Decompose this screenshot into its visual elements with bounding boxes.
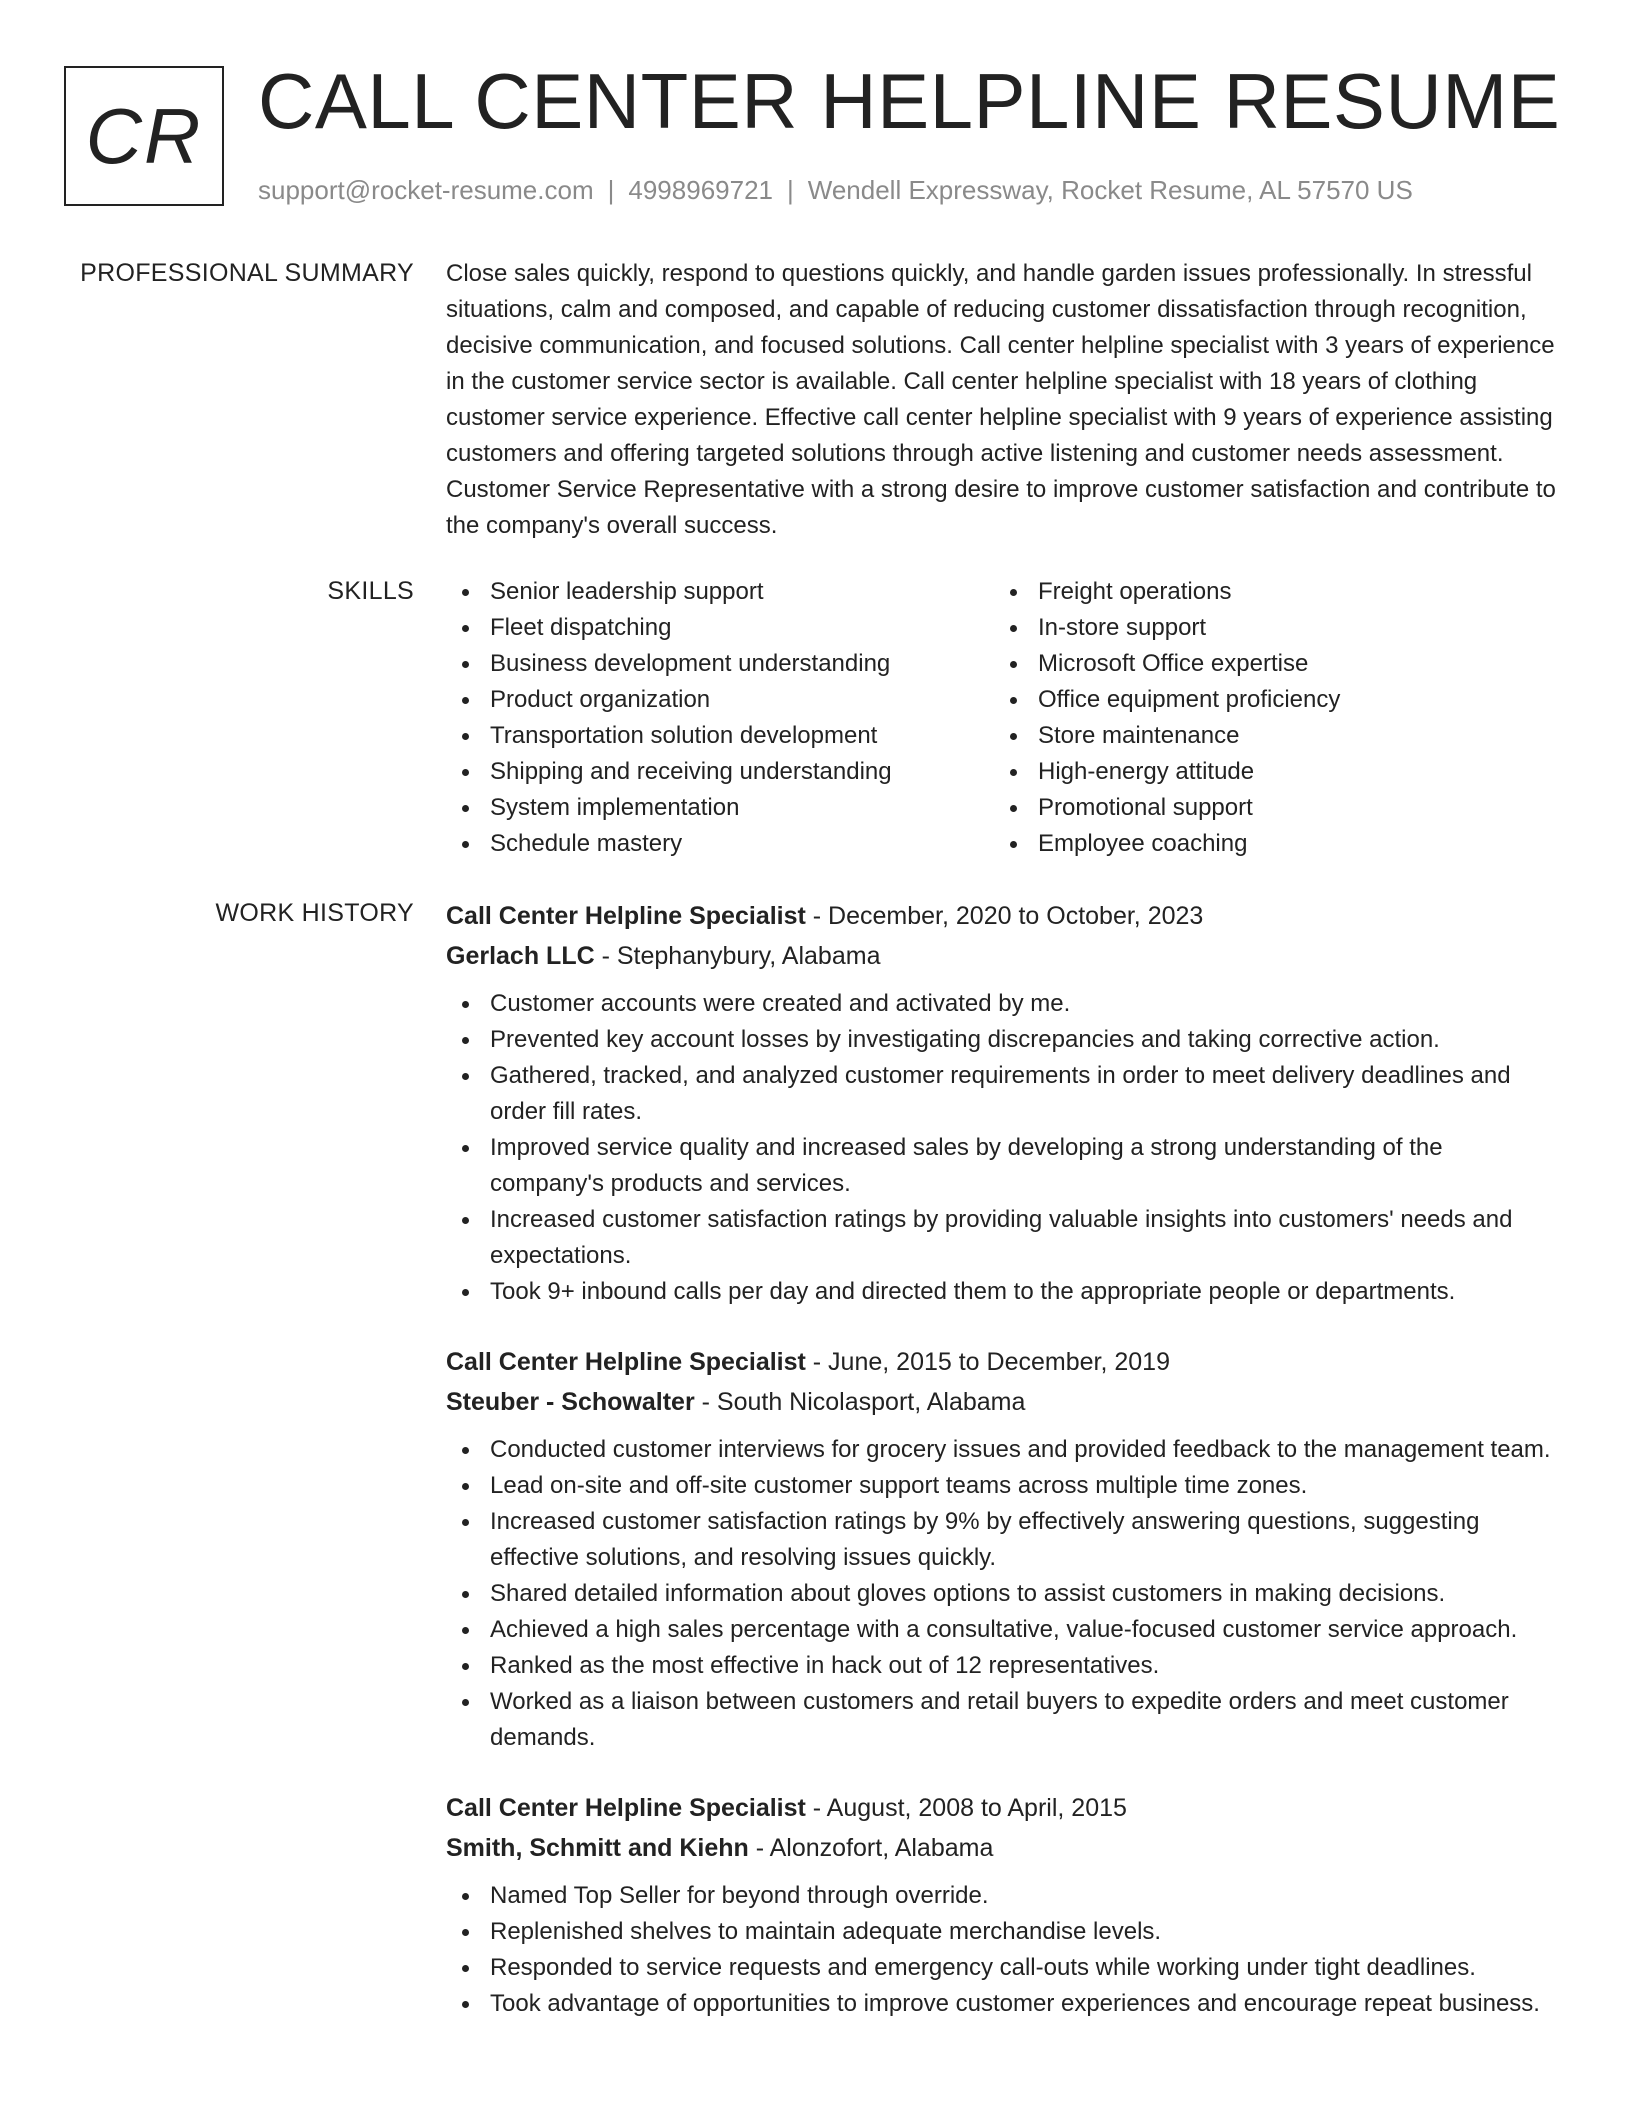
job-bullet: Increased customer satisfaction ratings by providing valuable insights into customers' needs and expectations. xyxy=(446,1202,1558,1274)
job-dates: - August, 2008 to April, 2015 xyxy=(805,1794,1127,1822)
skill-item: High-energy attitude xyxy=(994,754,1542,790)
skills-list-right xyxy=(994,574,1542,862)
section-label-work-history: WORK HISTORY xyxy=(215,899,414,927)
job-bullet: Replenished shelves to maintain adequate merchandise levels. xyxy=(446,1914,1558,1950)
skill-item: Senior leadership support xyxy=(446,574,994,610)
job-company-line xyxy=(446,936,1558,976)
job-company: Smith, Schmitt and Kiehn xyxy=(446,1834,749,1862)
skill-item: Business development understanding xyxy=(446,646,994,682)
job-title: Call Center Helpline Specialist xyxy=(446,1794,806,1822)
job-company: Steuber - Schowalter xyxy=(446,1388,695,1416)
contact-phone[interactable]: 4998969721 xyxy=(628,175,773,205)
job-company: Gerlach LLC xyxy=(446,942,595,970)
job-bullet: Improved service quality and increased sales by developing a strong understanding of the company's products and services. xyxy=(446,1130,1558,1202)
skills-body xyxy=(446,574,1558,862)
skill-item: Office equipment proficiency xyxy=(994,682,1542,718)
skill-item: System implementation xyxy=(446,790,994,826)
skill-item: Fleet dispatching xyxy=(446,610,994,646)
summary-body xyxy=(446,256,1558,544)
job-entry xyxy=(446,1788,1558,2022)
job-bullet: Increased customer satisfaction ratings by 9% by effectively answering questions, suggesting effective solutions, and resolving issues quickly. xyxy=(446,1504,1558,1576)
job-title-line xyxy=(446,1788,1558,1828)
skill-item: Shipping and receiving understanding xyxy=(446,754,994,790)
job-bullet: Responded to service requests and emergency call-outs while working under tight deadlines. xyxy=(446,1950,1558,1986)
job-bullet: Achieved a high sales percentage with a consultative, value-focused customer service approach. xyxy=(446,1612,1558,1648)
contact-separator: | xyxy=(787,175,794,205)
job-location: - Alonzofort, Alabama xyxy=(748,1834,994,1862)
job-bullet: Took 9+ inbound calls per day and directed them to the appropriate people or departments. xyxy=(446,1274,1558,1310)
job-title-line xyxy=(446,896,1558,936)
job-bullets xyxy=(446,1432,1558,1756)
job-dates: - December, 2020 to October, 2023 xyxy=(805,902,1204,930)
job-bullet: Worked as a liaison between customers and retail buyers to expedite orders and meet customer demands. xyxy=(446,1684,1558,1756)
resume-title: CALL CENTER HELPLINE RESUME xyxy=(258,57,1561,145)
job-bullet: Took advantage of opportunities to improve customer experiences and encourage repeat business. xyxy=(446,1986,1558,2022)
skill-item: Schedule mastery xyxy=(446,826,994,862)
skill-item: Transportation solution development xyxy=(446,718,994,754)
skill-item: Employee coaching xyxy=(994,826,1542,862)
job-entry xyxy=(446,1342,1558,1756)
skill-item: Store maintenance xyxy=(994,718,1542,754)
job-title: Call Center Helpline Specialist xyxy=(446,902,806,930)
job-bullet: Lead on-site and off-site customer support teams across multiple time zones. xyxy=(446,1468,1558,1504)
job-bullet: Shared detailed information about gloves options to assist customers in making decisions. xyxy=(446,1576,1558,1612)
contact-address: Wendell Expressway, Rocket Resume, AL 57570 US xyxy=(807,175,1413,205)
job-bullet: Named Top Seller for beyond through override. xyxy=(446,1878,1558,1914)
job-entry xyxy=(446,896,1558,1310)
skill-item: Product organization xyxy=(446,682,994,718)
job-bullet: Customer accounts were created and activated by me. xyxy=(446,986,1558,1022)
skill-item: Promotional support xyxy=(994,790,1542,826)
job-title-line xyxy=(446,1342,1558,1382)
skill-item: In-store support xyxy=(994,610,1542,646)
skill-item: Microsoft Office expertise xyxy=(994,646,1542,682)
job-dates: - June, 2015 to December, 2019 xyxy=(805,1348,1170,1376)
work-history-body xyxy=(446,896,1558,2054)
contact-email[interactable]: support@rocket-resume.com xyxy=(258,175,594,205)
job-bullet: Prevented key account losses by investigating discrepancies and taking corrective action. xyxy=(446,1022,1558,1058)
job-bullet: Gathered, tracked, and analyzed customer requirements in order to meet delivery deadlines and order fill rates. xyxy=(446,1058,1558,1130)
skill-item: Freight operations xyxy=(994,574,1542,610)
job-location: - South Nicolasport, Alabama xyxy=(694,1388,1026,1416)
job-bullets xyxy=(446,986,1558,1310)
monogram-logo: CR xyxy=(64,66,224,206)
job-location: - Stephanybury, Alabama xyxy=(594,942,881,970)
job-bullet: Conducted customer interviews for grocery issues and provided feedback to the management team. xyxy=(446,1432,1558,1468)
job-company-line xyxy=(446,1828,1558,1868)
job-title: Call Center Helpline Specialist xyxy=(446,1348,806,1376)
job-bullet: Ranked as the most effective in hack out of 12 representatives. xyxy=(446,1648,1558,1684)
contact-line xyxy=(258,174,1413,206)
contact-separator: | xyxy=(607,175,615,205)
summary-text: Close sales quickly, respond to questions quickly, and handle garden issues professionally. In stressful situations, calm and composed, and capable of reducing customer dissatisfaction through recognition, decisive communication, and focused solutions. Call center helpline specialist with 3 years of experience in the customer service sector is available. Call center helpline specialist with 18 years of clothing customer service experience. Effective call center helpline specialist with 9 years of experience assisting customers and offering targeted solutions through active listening and customer needs assessment. Customer Service Representative with a strong desire to improve customer satisfaction and contribute to the company's overall success. xyxy=(446,260,1556,539)
section-label-summary: PROFESSIONAL SUMMARY xyxy=(80,259,414,287)
job-bullets xyxy=(446,1878,1558,2022)
job-company-line xyxy=(446,1382,1558,1422)
skills-list-left xyxy=(446,574,994,862)
section-label-skills: SKILLS xyxy=(327,577,414,605)
